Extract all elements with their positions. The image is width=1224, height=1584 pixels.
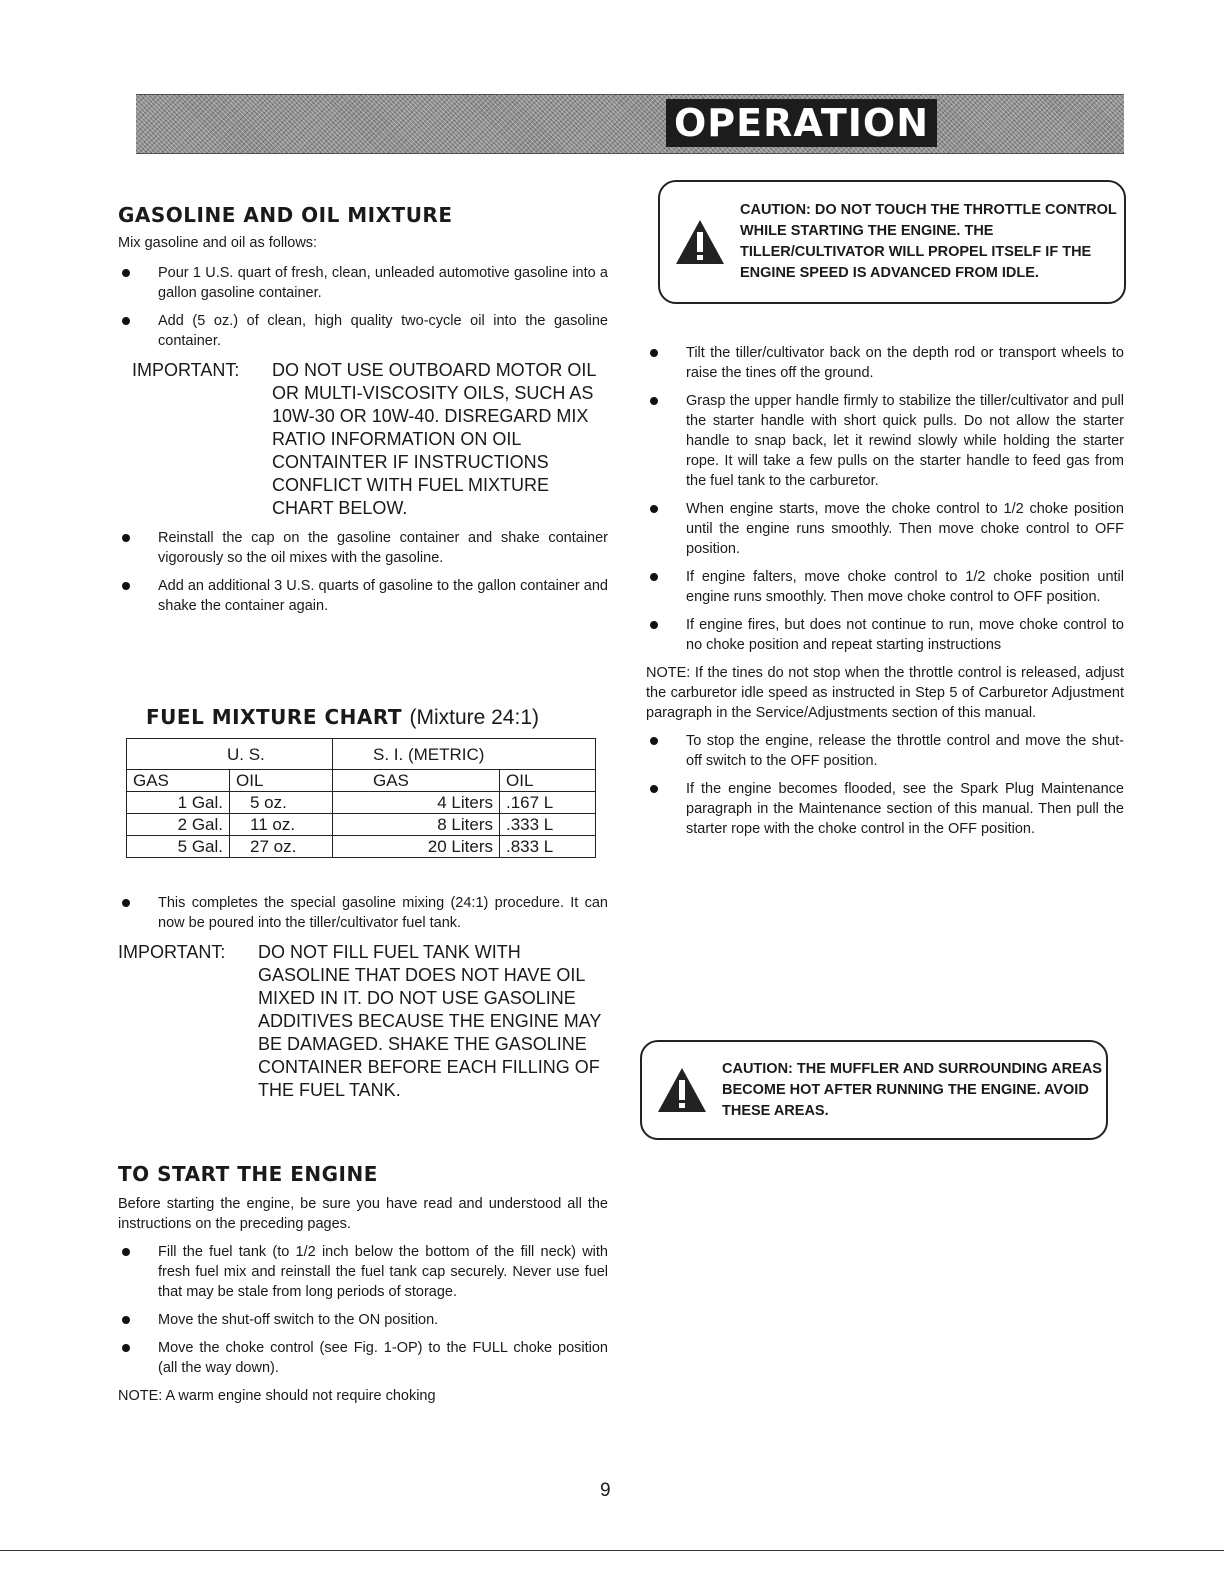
fuel-chart-title: FUEL MIXTURE CHART (146, 705, 402, 729)
important-label: IMPORTANT: (132, 360, 240, 380)
group-us: U. S. (127, 739, 333, 770)
warning-triangle-icon (656, 1066, 708, 1114)
col-us-oil: OIL (230, 770, 333, 792)
caution-text: CAUTION: THE MUFFLER AND SURROUNDING AREAS BECOME HOT AFTER RUNNING THE ENGINE. AVOID THESE AREAS. (722, 1060, 1102, 1119)
important-text: DO NOT FILL FUEL TANK WITH GASOLINE THAT DOES NOT HAVE OIL MIXED IN IT. DO NOT USE GASOLINE ADDITIVES BECAUSE THE ENGINE MAY BE DAMAGED. SHAKE THE GASOLINE CONTAINER BEFORE EACH FILLING OF THE FUEL TANK. (258, 942, 602, 1100)
start-note: NOTE: A warm engine should not require choking (118, 1388, 436, 1404)
gasoline-heading: GASOLINE AND OIL MIXTURE (118, 203, 453, 227)
list-item: Move the shut-off switch to the ON position. (118, 1310, 608, 1330)
list-item: Tilt the tiller/cultivator back on the depth rod or transport wheels to raise the tines off the ground. (646, 343, 1124, 383)
fuel-chart-section (126, 705, 606, 858)
col-si-gas: GAS (333, 770, 500, 792)
list-item: Reinstall the cap on the gasoline container and shake container vigorously so the oil mixes with the gasoline. (118, 528, 608, 568)
cell: 4 Liters (333, 792, 500, 814)
warning-triangle-icon (674, 218, 726, 266)
list-item: This completes the special gasoline mixing (24:1) procedure. It can now be poured into the tiller/cultivator fuel tank. (118, 893, 608, 933)
cell: 20 Liters (333, 836, 500, 858)
cell: .167 L (500, 792, 596, 814)
table-row (127, 814, 596, 836)
important-text: DO NOT USE OUTBOARD MOTOR OIL OR MULTI-VISCOSITY OILS, SUCH AS 10W-30 OR 10W-40. DISREGARD MIX RATIO INFORMATION ON OIL CONTAINTER IF INSTRUCTIONS CONFLICT WITH FUEL MIXTURE CHART BELOW. (272, 360, 596, 518)
gasoline-intro: Mix gasoline and oil as follows: (118, 235, 318, 251)
table-group-header (127, 739, 596, 770)
cell: .833 L (500, 836, 596, 858)
list-item: Move the choke control (see Fig. 1-OP) to the FULL choke position (all the way down). (118, 1338, 608, 1378)
cell: 11 oz. (230, 814, 333, 836)
gasoline-section (118, 203, 608, 616)
start-steps-section (646, 335, 1124, 839)
caution-box-throttle (658, 180, 1126, 304)
bottom-rule (0, 1550, 1224, 1551)
col-si-oil: OIL (500, 770, 596, 792)
list-item: Add (5 oz.) of clean, high quality two-cycle oil into the gasoline container. (118, 311, 608, 351)
throttle-note: NOTE: If the tines do not stop when the throttle control is released, adjust the carburetor idle speed as instructed in Step 5 of Carburetor Adjustment paragraph in the Service/Adjustments section of this manual. (646, 665, 1124, 721)
start-intro: Before starting the engine, be sure you have read and understood all the instructions on the preceding pages. (118, 1196, 608, 1232)
list-item: Add an additional 3 U.S. quarts of gasoline to the gallon container and shake the container again. (118, 576, 608, 616)
start-engine-heading: TO START THE ENGINE (118, 1162, 378, 1186)
list-item: When engine starts, move the choke control to 1/2 choke position until the engine runs smoothly. Then move choke control to OFF position. (646, 499, 1124, 559)
chart-after-section (118, 893, 608, 1102)
cell: 8 Liters (333, 814, 500, 836)
start-engine-section (118, 1162, 608, 1406)
list-item: Pour 1 U.S. quart of fresh, clean, unleaded automotive gasoline into a gallon gasoline container. (118, 263, 608, 303)
important-note (132, 359, 608, 520)
col-us-gas: GAS (127, 770, 230, 792)
table-col-header (127, 770, 596, 792)
section-banner (136, 94, 1124, 154)
cell: 1 Gal. (127, 792, 230, 814)
caution-text: CAUTION: DO NOT TOUCH THE THROTTLE CONTROL WHILE STARTING THE ENGINE. THE TILLER/CULTIVATOR WILL PROPEL ITSELF IF THE ENGINE SPEED IS ADVANCED FROM IDLE. (740, 202, 1117, 281)
list-item: If the engine becomes flooded, see the Spark Plug Maintenance paragraph in the Maintenance section of this manual. Then pull the starter rope with the choke control in the OFF position. (646, 779, 1124, 839)
fuel-chart-subtitle: (Mixture 24:1) (409, 706, 539, 729)
fuel-chart-heading (146, 705, 606, 730)
list-item: If engine falters, move choke control to 1/2 choke position until engine runs smoothly. Then move choke control to OFF position. (646, 567, 1124, 607)
list-item: To stop the engine, release the throttle control and move the shut-off switch to the OFF position. (646, 731, 1124, 771)
group-si: S. I. (METRIC) (333, 739, 596, 770)
list-item: Grasp the upper handle firmly to stabilize the tiller/cultivator and pull the starter handle with short quick pulls. Do not allow the starter handle to snap back, let it rewind slowly while holding the starter rope. It will take a few pulls on the starter handle to feed gas from the fuel tank to the carburetor. (646, 391, 1124, 491)
table-row (127, 792, 596, 814)
cell: 27 oz. (230, 836, 333, 858)
caution-box-muffler (640, 1040, 1108, 1140)
table-row (127, 836, 596, 858)
important-note (118, 941, 608, 1102)
list-item: If engine fires, but does not continue to run, move choke control to no choke position and repeat starting instructions (646, 615, 1124, 655)
cell: 5 Gal. (127, 836, 230, 858)
cell: 2 Gal. (127, 814, 230, 836)
list-item: Fill the fuel tank (to 1/2 inch below the bottom of the fill neck) with fresh fuel mix and reinstall the fuel tank cap securely. Never use fuel that may be stale from long periods of storage. (118, 1242, 608, 1302)
fuel-mixture-table (126, 738, 596, 858)
important-label: IMPORTANT: (118, 942, 226, 962)
cell: 5 oz. (230, 792, 333, 814)
section-title: OPERATION (666, 99, 937, 147)
page-number: 9 (600, 1480, 611, 1501)
cell: .333 L (500, 814, 596, 836)
